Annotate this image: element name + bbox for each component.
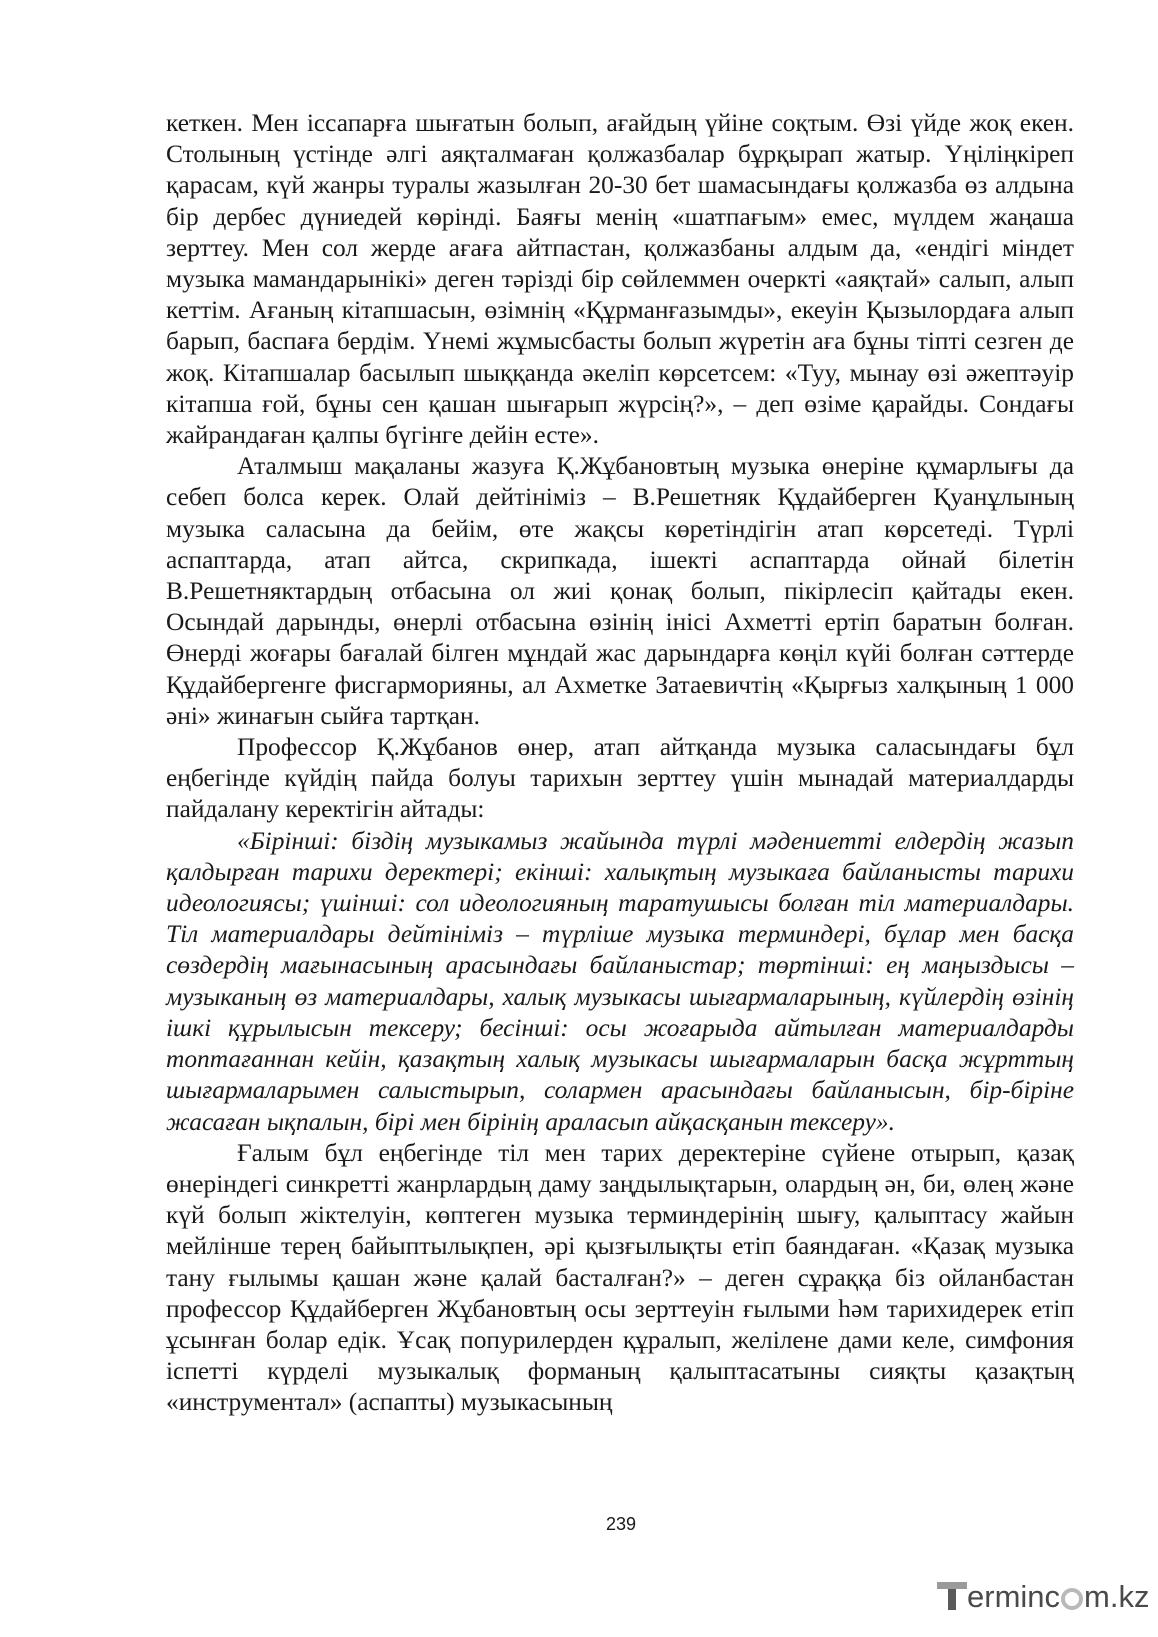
paragraph-2: Аталмыш мақаланы жазуға Қ.Жұбановтың музыка өнеріне құмарлығы да себеп болса керек. Олай дейтініміз – В.Решетняк Құдайберген Қуанұлының музыка саласына да бейім, өте жақсы көретіндігін атап көрсетеді. Түрлі аспаптарда, атап айтса, скрипкада, ішекті аспаптарда ойнай білетін В.Решетняктардың отбасына ол жиі қонақ болып, пікірлесіп қайтады екен. Осындай дарынды, өнерлі отбасына өзінің інісі Ахметті ертіп баратын болған. Өнерді жоғары бағалай білген мұндай жас дарындарға көңіл күйі болған сәттерде Құдайбергенге фисгарморияны, ал Ахметке Затаевичтің «Қырғыз халқының 1 000 әні» жинағын сыйға тартқан. <box>166 452 1074 730</box>
watermark-text-part3: m.kz <box>1084 1579 1150 1614</box>
watermark-text-part2: c <box>1044 1579 1061 1614</box>
page-number: 239 <box>605 1514 637 1534</box>
terminkom-watermark-logo <box>937 1575 1150 1619</box>
watermark-text-part1: ermin <box>967 1579 1045 1614</box>
quotation-paragraph: «Бірінші: біздің музыкамыз жайында түрлі мәдениетті елдердің жазып қалдырған тарихи деректері; екінші: халықтың музыкаға байланысты тарихи идеологиясы; үшінші: сол идеологияның таратушысы болған тіл материалдары. Тіл материалдары дейтініміз – түрліше музыка терминдері, бұлар мен басқа сөздердің мағынасының арасындағы байланыстар; төртінші: ең маңыздысы – музыканың өз материалдары, халық музыкасы шығармаларының, күйлердің өзінің ішкі құрылысын тексеру; бесінші: осы жоғарыда айтылған материалдарды топтағаннан кейін, қазақтың халық музыкасы шығармаларын басқа жұрттың шығармаларымен салыстырып, солармен арасындағы байланысын, бір-біріне жасаған ықпалын, бірі мен бірінің араласып айқасқанын тексеру». <box>166 826 1074 1136</box>
page-body <box>166 108 1074 1419</box>
paragraph-5: Ғалым бұл еңбегінде тіл мен тарих деректеріне сүйене отырып, қазақ өнеріндегі синкретті жанрлардың даму заңдылықтарын, олардың ән, би, өлең және күй болып жіктелуін, көптеген музыка терминдерінің шығу, қалыптасу жайын мейлінше терең байыптылықпен, әрі қызғылықты етіп баяндаған. «Қазақ музыка тану ғылымы қашан және қалай басталған?» – деген сұраққа біз ойланбастан профессор Құдайберген Жұбановтың осы зерттеуін ғылыми һәм тарихидерек етіп ұсынған болар едік. Ұсақ попурилерден құралып, желілене дами келе, симфония іспетті күрделі музыкалық форманың қалыптасатыны сияқты қазақтың «инструментал» (аспапты) музыкасының <box>166 1138 1074 1417</box>
t-logo-icon <box>937 1580 967 1610</box>
paragraph-1: кеткен. Мен іссапарға шығатын болып, ағайдың үйіне соқтым. Өзі үйде жоқ екен. Столының үстінде әлгі аяқталмаған қолжазбалар бұрқырап жатыр. Үңіліңкіреп қарасам, күй жанры туралы жазылған 20-30 бет шамасындағы қолжазба өз алдына бір дербес дүниедей көрінді. Баяғы менің «шатпағым» емес, мүлдем жаңаша зерттеу. Мен сол жерде ағаға айтпастан, қолжазбаны алдым да, «ендігі міндет музыка мамандарынікі» деген тәрізді бір сөйлеммен очеркті «аяқтай» салып, алып кеттім. Ағаның кітапшасын, өзімнің «Құрманғазымды», екеуін Қызылордаға алып барып, баспаға бердім. Үнемі жұмысбасты болып жүретін аға бұны тіпті сезген де жоқ. Кітапшалар басылып шыққанда әкеліп көрсетсем: «Туу, мынау өзі әжептәуір кітапша ғой, бұны сен қашан шығарып жүрсің?», – деп өзіме қарайды. Сондағы жайрандаған қалпы бүгінге дейін есте». <box>166 109 1074 450</box>
ring-o-icon <box>1061 1588 1083 1610</box>
paragraph-3: Профессор Қ.Жұбанов өнер, атап айтқанда музыка саласындағы бұл еңбегінде күйдің пайда болуы тарихын зерттеу үшін мынадай материалдарды пайдалану керектігін айтады: <box>166 733 1074 824</box>
